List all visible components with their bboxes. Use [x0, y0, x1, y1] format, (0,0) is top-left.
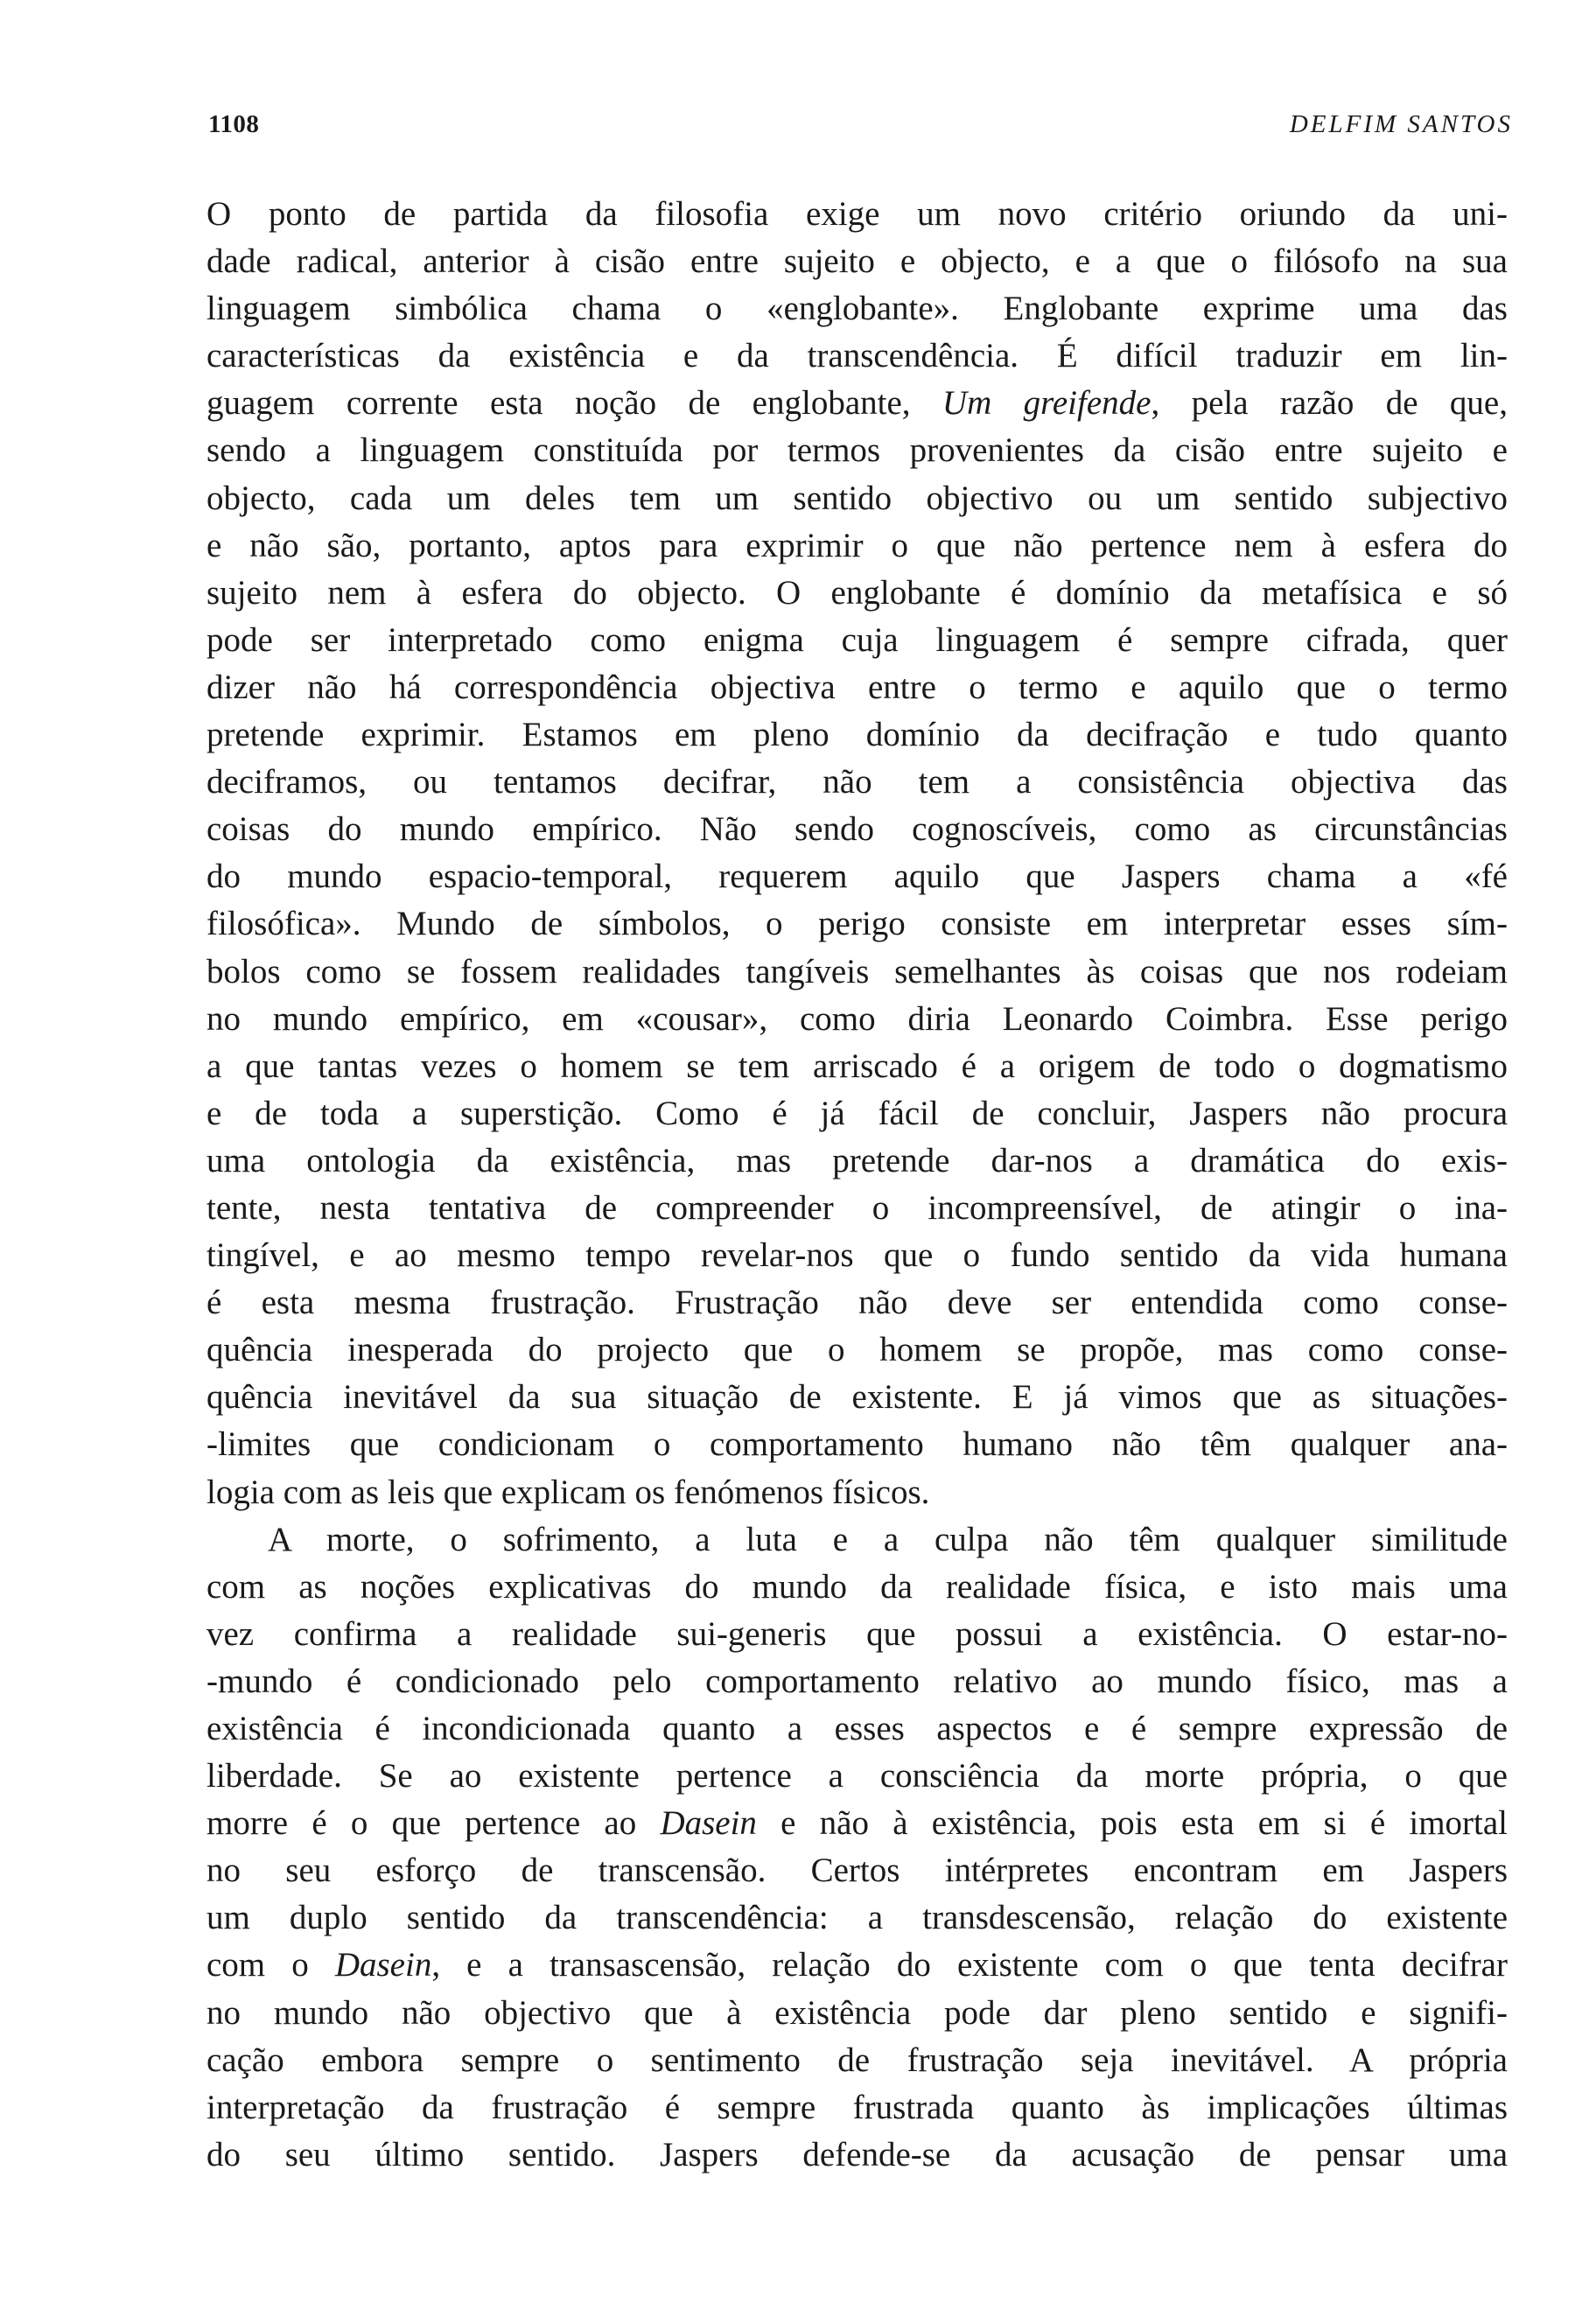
text-segment: morre é o que pertence ao [206, 1804, 661, 1843]
text-line: um duplo sentido da transcendência: a transdescensão, relação do existente [206, 1899, 1508, 1937]
text-line [206, 1800, 1508, 1847]
paragraph [206, 191, 1508, 1516]
text-line: vez confirma a realidade sui-generis que possui a existência. O estar-no- [206, 1614, 1508, 1653]
text-line: A morte, o sofrimento, a luta e a culpa não têm qualquer similitude [268, 1520, 1508, 1558]
text-line: sujeito nem à esfera do objecto. O englobante é domínio da metafísica e só [206, 573, 1508, 612]
text-line: cação embora sempre o sentimento de frustração seja inevitável. A própria [206, 2040, 1508, 2079]
text-line: e não são, portanto, aptos para exprimir o que não pertence nem à esfera do [206, 526, 1508, 564]
text-line: dizer não há correspondência objectiva entre o termo e aquilo que o termo [206, 668, 1508, 706]
text-line: -limites que condicionam o comportamento humano não têm qualquer ana- [206, 1425, 1508, 1464]
page-header [208, 110, 1513, 154]
text-line: no mundo não objectivo que à existência pode dar pleno sentido e signifi- [206, 1993, 1508, 2032]
text-line: pode ser interpretado como enigma cuja linguagem é sempre cifrada, quer [206, 620, 1508, 659]
text-line: interpretação da frustração é sempre frustrada quanto às implicações últimas [206, 2088, 1508, 2126]
paragraph [206, 1516, 1508, 2179]
text-line: no mundo empírico, em «cousar», como diria Leonardo Coimbra. Esse perigo [206, 999, 1508, 1038]
text-line: com as noções explicativas do mundo da realidade física, e isto mais uma [206, 1567, 1508, 1606]
text-line: liberdade. Se ao existente pertence a consciência da morte própria, o que [206, 1757, 1508, 1796]
text-segment: , pela razão de que, [1151, 384, 1508, 423]
text-line: coisas do mundo empírico. Não sendo cognoscíveis, como as circunstâncias [206, 810, 1508, 849]
text-segment: e não à existência, pois esta em si é imortal [756, 1804, 1508, 1843]
text-line: a que tantas vezes o homem se tem arriscado é a origem de todo o dogmatismo [206, 1046, 1508, 1085]
text-line [206, 380, 1508, 427]
page-number: 1108 [208, 110, 260, 138]
text-line: pretende exprimir. Estamos em pleno domínio da decifração e tudo quanto [206, 716, 1508, 754]
text-line: filosófica». Mundo de símbolos, o perigo consiste em interpretar esses sím- [206, 905, 1508, 943]
text-line: sendo a linguagem constituída por termos provenientes da cisão entre sujeito e [206, 431, 1508, 470]
text-line: dade radical, anterior à cisão entre sujeito e objecto, e a que o filósofo na sua [206, 242, 1508, 281]
text-segment: com o [206, 1946, 335, 1984]
text-line: tente, nesta tentativa de compreender o incompreensível, de atingir o ina- [206, 1188, 1508, 1227]
italic-term: Dasein [660, 1804, 757, 1843]
running-head: DELFIM SANTOS [1289, 110, 1513, 138]
italic-term: Um greifende [942, 384, 1152, 423]
text-line: quência inevitável da sua situação de existente. E já vimos que as situações- [206, 1378, 1508, 1417]
text-line: características da existência e da transcendência. É difícil traduzir em lin- [206, 337, 1508, 375]
text-line: O ponto de partida da filosofia exige um novo critério oriundo da uni- [206, 195, 1508, 233]
text-line: quência inesperada do projecto que o homem se propõe, mas como conse- [206, 1331, 1508, 1369]
text-line: objecto, cada um deles tem um sentido objectivo ou um sentido subjectivo [206, 479, 1508, 517]
text-segment: , e a transascensão, relação do existente com o que tenta decifrar [431, 1946, 1508, 1984]
text-line: no seu esforço de transcensão. Certos intérpretes encontram em Jaspers [206, 1852, 1508, 1890]
text-line: logia com as leis que explicam os fenómenos físicos. [206, 1473, 930, 1511]
text-segment: guagem corrente esta noção de englobante, [206, 384, 942, 423]
text-line: do seu último sentido. Jaspers defende-se da acusação de pensar uma [206, 2135, 1508, 2174]
text-line [206, 1942, 1508, 1989]
text-line: é esta mesma frustração. Frustração não deve ser entendida como conse- [206, 1284, 1508, 1322]
text-line: e de toda a superstição. Como é já fácil de concluir, Jaspers não procura [206, 1094, 1508, 1132]
text-line: bolos como se fossem realidades tangíveis semelhantes às coisas que nos rodeiam [206, 952, 1508, 990]
text-line: do mundo espacio-temporal, requerem aquilo que Jaspers chama a «fé [206, 858, 1508, 896]
italic-term: Dasein [334, 1946, 432, 1984]
text-line: uma ontologia da existência, mas pretende dar-nos a dramática do exis- [206, 1141, 1508, 1180]
text-line: tingível, e ao mesmo tempo revelar-nos que o fundo sentido da vida humana [206, 1236, 1508, 1275]
text-line: deciframos, ou tentamos decifrar, não tem a consistência objectiva das [206, 763, 1508, 802]
text-line: linguagem simbólica chama o «englobante». Englobante exprime uma das [206, 290, 1508, 328]
text-line: existência é incondicionada quanto a esses aspectos e é sempre expressão de [206, 1710, 1508, 1747]
text-line: -mundo é condicionado pelo comportamento relativo ao mundo físico, mas a [206, 1662, 1508, 1700]
body-text [206, 191, 1508, 2179]
